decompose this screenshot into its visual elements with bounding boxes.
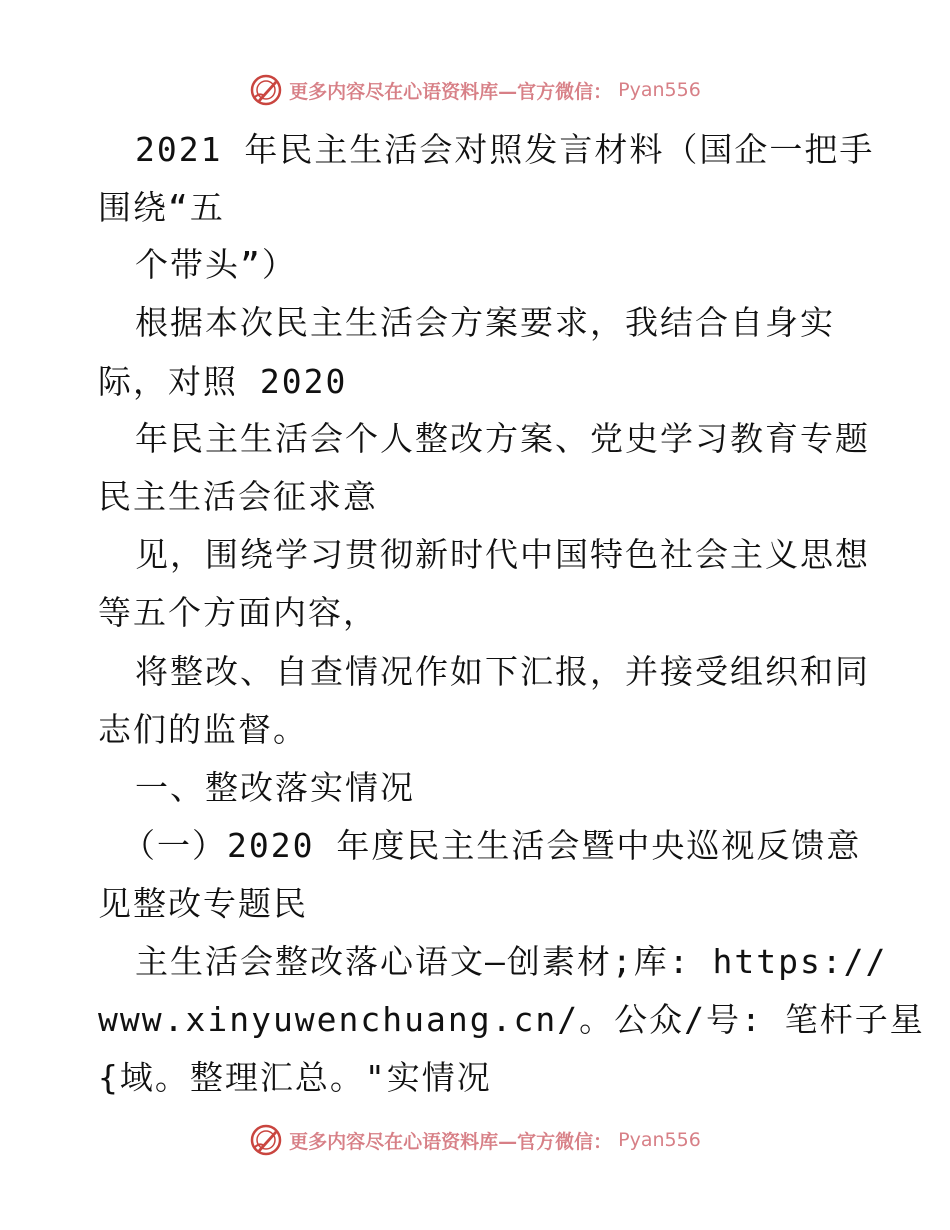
- text-line: 志们的监督。: [98, 710, 308, 749]
- header-banner: [0, 70, 950, 110]
- text-line: 主生活会整改落心语文—创素材;库: https://: [135, 942, 888, 981]
- text-line: 见整改专题民: [98, 884, 308, 923]
- text-line: www.xinyuwenchuang.cn/。公众/号: 笔杆子星: [98, 1000, 925, 1039]
- banner-wechat-id: Pyan556: [618, 79, 701, 101]
- text-line: 个带头”）: [135, 245, 297, 284]
- text-line: {域。整理汇总。"实情况: [98, 1058, 492, 1097]
- banner-text: 更多内容尽在心语资料库—官方微信：: [289, 1130, 613, 1153]
- text-line: 等五个方面内容，: [98, 593, 378, 632]
- section-heading: 一、整改落实情况: [135, 768, 415, 807]
- text-line: 将整改、自查情况作如下汇报，并接受组织和同: [135, 652, 870, 691]
- text-line: 际，对照 2020: [98, 362, 348, 401]
- text-line: 见，围绕学习贯彻新时代中国特色社会主义思想: [135, 535, 870, 574]
- footer-banner: [0, 1120, 950, 1160]
- banner-wechat-id: Pyan556: [618, 1129, 701, 1151]
- text-line: 2021 年民主生活会对照发言材料（国企一把手: [135, 130, 875, 169]
- subsection-heading: （一）2020 年度民主生活会暨中央巡视反馈意: [122, 826, 862, 865]
- text-line: 围绕“五: [98, 188, 225, 227]
- text-line: 民主生活会征求意: [98, 477, 378, 516]
- banner-text: 更多内容尽在心语资料库—官方微信：: [289, 80, 613, 103]
- quill-seal-logo-icon: [249, 73, 283, 107]
- text-line: 根据本次民主生活会方案要求，我结合自身实: [135, 303, 835, 342]
- text-line: 年民主生活会个人整改方案、党史学习教育专题: [135, 419, 870, 458]
- quill-seal-logo-icon: [249, 1123, 283, 1157]
